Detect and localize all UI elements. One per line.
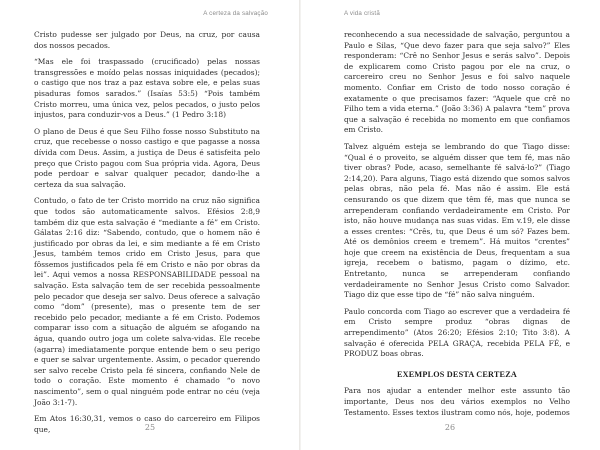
paragraph: O plano de Deus é que Seu Filho fosse nosso Substituto na cruz, que recebesse o nosso castigo e que pagasse a nossa dívida com Deus. Assim, a justiça de Deus é satisfeita pelo preço que Cristo pagou com Sua própria vida. Agora, Deus pode perdoar e salvar qualquer pecador, dando-lhe a certeza da sua salvação. — [34, 126, 260, 189]
paragraph: “Mas ele foi traspassado (crucificado) pelas nossas transgressões e moído pelas nossas iniquidades (pecados); o castigo que nos traz a paz estava sobre ele, e pelas suas pisaduras fomos sarados.” (Isaías 53:5) “Pois também Cristo morreu, uma única vez, pelos pecados, o justo pelos injustos, para conduzir-vos a Deus.” (1 Pedro 3:18) — [34, 57, 260, 120]
running-head-left: A certeza da salvação — [203, 10, 268, 17]
right-body-text — [344, 30, 570, 424]
paragraph: Em Atos 16:30,31, vemos o caso do carcereiro em Filipos que, — [34, 414, 260, 434]
paragraph: Talvez alguém esteja se lembrando do que Tiago disse: “Qual é o proveito, se alguém disser que tem fé, mas não tiver obras? Pode, acaso, semelhante fé salvá-lo?” (Tiago 2:14,20). Para alguns, Tiago está dizendo que somos salvos pelas obras, não pela fé. Mas não é assim. Ele está censurando os que dizem que têm fé, mas que nunca se arrependeram confiando verdadeiramente em Cristo. Por isto, não houve mudança nas suas vidas. Em v.19, ele disse a esses crentes: “Crês, tu, que Deus é um só? Fazes bem. Até os demônios creem e tremem”. Há muitos “crentes” hoje que creem na existência de Deus, frequentam a sua igreja, recebem o batismo, pagam o dízimo, etc. Entretanto, nunca se arrependeram confiando verdadeiramente no Senhor Jesus Cristo como Salvador. Tiago diz que esse tipo de “fé” não salva ninguém. — [344, 141, 570, 300]
page-number-right: 26 — [444, 423, 456, 432]
paragraph: Cristo pudesse ser julgado por Deus, na cruz, por causa dos nossos pecados. — [34, 30, 260, 50]
left-body-text — [34, 30, 260, 441]
right-page — [300, 0, 600, 450]
paragraph: Paulo concorda com Tiago ao escrever que a verdadeira fé em Cristo sempre produz “obras dignas de arrependimento” (Atos 26:20; Efésios 2:10; Tito 3:8). A salvação é oferecida PELA GRAÇA, recebida PELA FÉ, e PRODUZ boas obras. — [344, 306, 570, 359]
paragraph: reconhecendo a sua necessidade de salvação, perguntou a Paulo e Silas, “Que devo fazer para que seja salvo?” Eles responderam: “Crê no Senhor Jesus e serás salvo”. Depois de explicarem como Cristo pagou por ele na cruz, o carcereiro creu no Senhor Jesus e foi salvo naquele momento. Confiar em Cristo de todo nosso coração é exatamente o que precisamos fazer: “Aquele que crê no Filho tem a vida eterna.” (João 3:36) A palavra “tem” prova que a salvação é recebida no momento em que confiamos em Cristo. — [344, 30, 570, 135]
section-heading: EXEMPLOS DESTA CERTEZA — [397, 369, 517, 379]
paragraph: Contudo, o fato de ter Cristo morrido na cruz não significa que todos são automaticamente salvos. Efésios 2:8,9 também diz que esta salvação é “mediante a fé” em Cristo. Gálatas 2:16 diz: “Sabendo, contudo, que o homem não é justificado por obras da lei, e sim mediante a fé em Cristo Jesus, também temos crido em Cristo Jesus, para que fôssemos justificados pela fé em Cristo e não por obras da lei”. Aqui vemos a nossa RESPONSABILIDADE pessoal na salvação. Esta salvação tem de ser recebida pessoalmente pelo pecador que deseja ser salvo. Deus oferece a salvação como “dom” (presente), mas o presente tem de ser recebido pelo pecador, mediante a fé em Cristo. Podemos comparar isso com a situação de alguém se afogando na água, quando outro joga um colete salva-vidas. Ele recebe (agarra) imediatamente porque entende bem o seu perigo e quer se salvar urgentemente. Assim, o pecador querendo ser salvo recebe Cristo pela fé sincera, confiando Nele de todo o coração. Este momento é chamado “o novo nascimento”, sem o qual ninguém pode entrar no céu (veja João 3:1-7). — [34, 196, 260, 407]
paragraph: Para nos ajudar a entender melhor este assunto tão importante, Deus nos deu vários exemplos no Velho Testamento. Esses textos ilustram como nós, hoje, podemos — [344, 386, 570, 417]
page-number-left: 25 — [144, 423, 156, 432]
running-head-right: A vida cristã — [344, 10, 380, 17]
